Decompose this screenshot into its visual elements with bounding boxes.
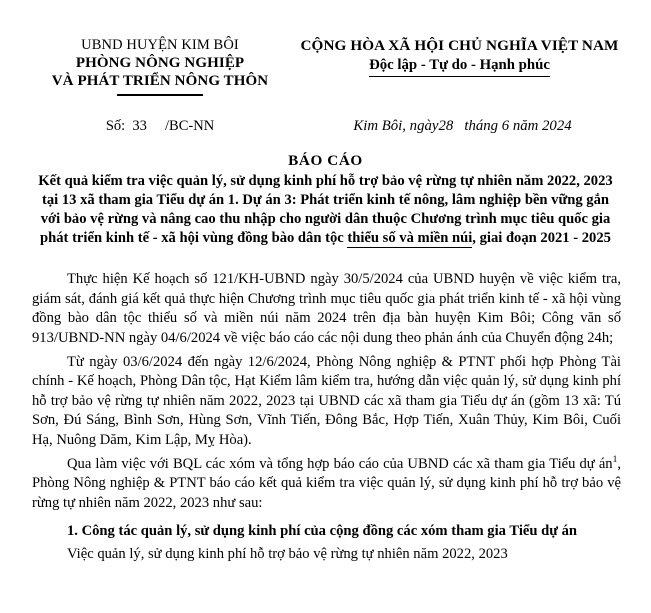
- document-title-underlined-phrase: thiểu số và miền núi: [347, 230, 473, 247]
- body-paragraph-3: [26, 455, 625, 513]
- issuing-authority-line2: PHÒNG NÔNG NGHIỆP: [75, 55, 245, 71]
- document-number: Số: 33 /BC-NN: [105, 117, 215, 134]
- reference-row: [26, 118, 625, 135]
- issuing-authority-line1: UBND HUYỆN KIM BÔI: [81, 37, 239, 53]
- body-paragraph-2: Từ ngày 03/6/2024 đến ngày 12/6/2024, Phòng Nông nghiệp & PTNT phối hợp Phòng Tài chính - Kế hoạch, Phòng Dân tộc, Hạt Kiểm lâm kiểm tra, hướng dẫn việc quản lý, sử dụng kinh phí hỗ trợ bảo vệ rừng tự nhiên năm 2022, 2023 tại UBND các xã tham gia Tiểu dự án (gồm 13 xã: Tú Sơn, Đú Sáng, Bình Sơn, Hùng Sơn, Vĩnh Tiến, Đông Bắc, Hợp Tiến, Xuân Thủy, Kim Bôi, Cuối Hạ, Nuông Dăm, Kim Lập, Mỵ Hòa).: [32, 354, 621, 448]
- section-heading-1: 1. Công tác quản lý, sử dụng kinh phí của cộng đồng các xóm tham gia Tiểu dự án: [67, 523, 578, 540]
- national-heading-block: [294, 36, 625, 77]
- footnote-marker: 1: [612, 455, 618, 466]
- place-and-date: Kim Bôi, ngày28 tháng 6 năm 2024: [353, 117, 572, 134]
- document-title-line-2: năm 2022, 2023 tại 13 xã tham gia Tiểu dự án 1. Dự án 3: Phát triển kinh tế: [41, 172, 613, 208]
- document-title-line-1: Kết quả kiểm tra việc quản lý, sử dụng kinh phí hỗ trợ bảo vệ rừng tự nhiên: [38, 172, 513, 189]
- document-body: [26, 270, 625, 562]
- title-block: [26, 151, 625, 249]
- document-title-line-3: nông, lâm nghiệp bền vững gắn với bảo vệ rừng và nâng cao thu nhập cho: [40, 191, 610, 227]
- issuing-authority-block: [26, 36, 294, 96]
- letterhead: [26, 0, 625, 96]
- national-motto: Độc lập - Tự do - Hạnh phúc: [369, 56, 550, 77]
- body-paragraph-1: Thực hiện Kế hoạch số 121/KH-UBND ngày 30/5/2024 của UBND huyện về việc kiểm tra, giám sát, đánh giá kết quả thực hiện Chương trình mục tiêu quốc gia phát triển kinh tế - xã hội vùng đồng bào dân tộc thiểu số và miền núi năm 2024 trên địa bàn huyện Kim Bôi; Công văn số 913/UBND-NN ngày 04/6/2024 về việc báo cáo các nội dung theo phản ánh của Chuyển động 24h;: [32, 271, 621, 346]
- body-paragraph-clipped: Việc quản lý, sử dụng kinh phí hỗ trợ bảo vệ rừng tự nhiên năm 2022, 2023: [67, 545, 508, 562]
- document-title-line-5-prefix: vùng đồng bào dân tộc: [202, 230, 348, 247]
- body-paragraph-3-prefix: Qua làm việc với BQL các xóm và tổng hợp báo cáo của UBND các xã tham gia Tiểu dự án: [67, 456, 613, 473]
- document-type-heading: BÁO CÁO: [288, 151, 363, 169]
- national-title: CỘNG HÒA XÃ HỘI CHỦ NGHĨA VIỆT NAM: [300, 37, 619, 54]
- document-title-line-4: người dân thuộc Chương trình mục tiêu quốc gia phát triển kinh tế - xã hội: [40, 211, 611, 247]
- body-paragraph-3-suffix: , Phòng Nông nghiệp & PTNT báo cáo kết quả kiểm tra việc quản lý, sử dụng kinh phí hỗ trợ bảo vệ rừng tự nhiên năm 2022, 2023 như sau:: [32, 456, 621, 511]
- letterhead-divider-rule: [117, 94, 203, 96]
- issuing-authority-line3: VÀ PHÁT TRIỂN NÔNG THÔN: [51, 73, 269, 89]
- document-title-line-5-suffix: , giai đoạn 2021 - 2025: [472, 230, 611, 247]
- document-title: [38, 172, 614, 249]
